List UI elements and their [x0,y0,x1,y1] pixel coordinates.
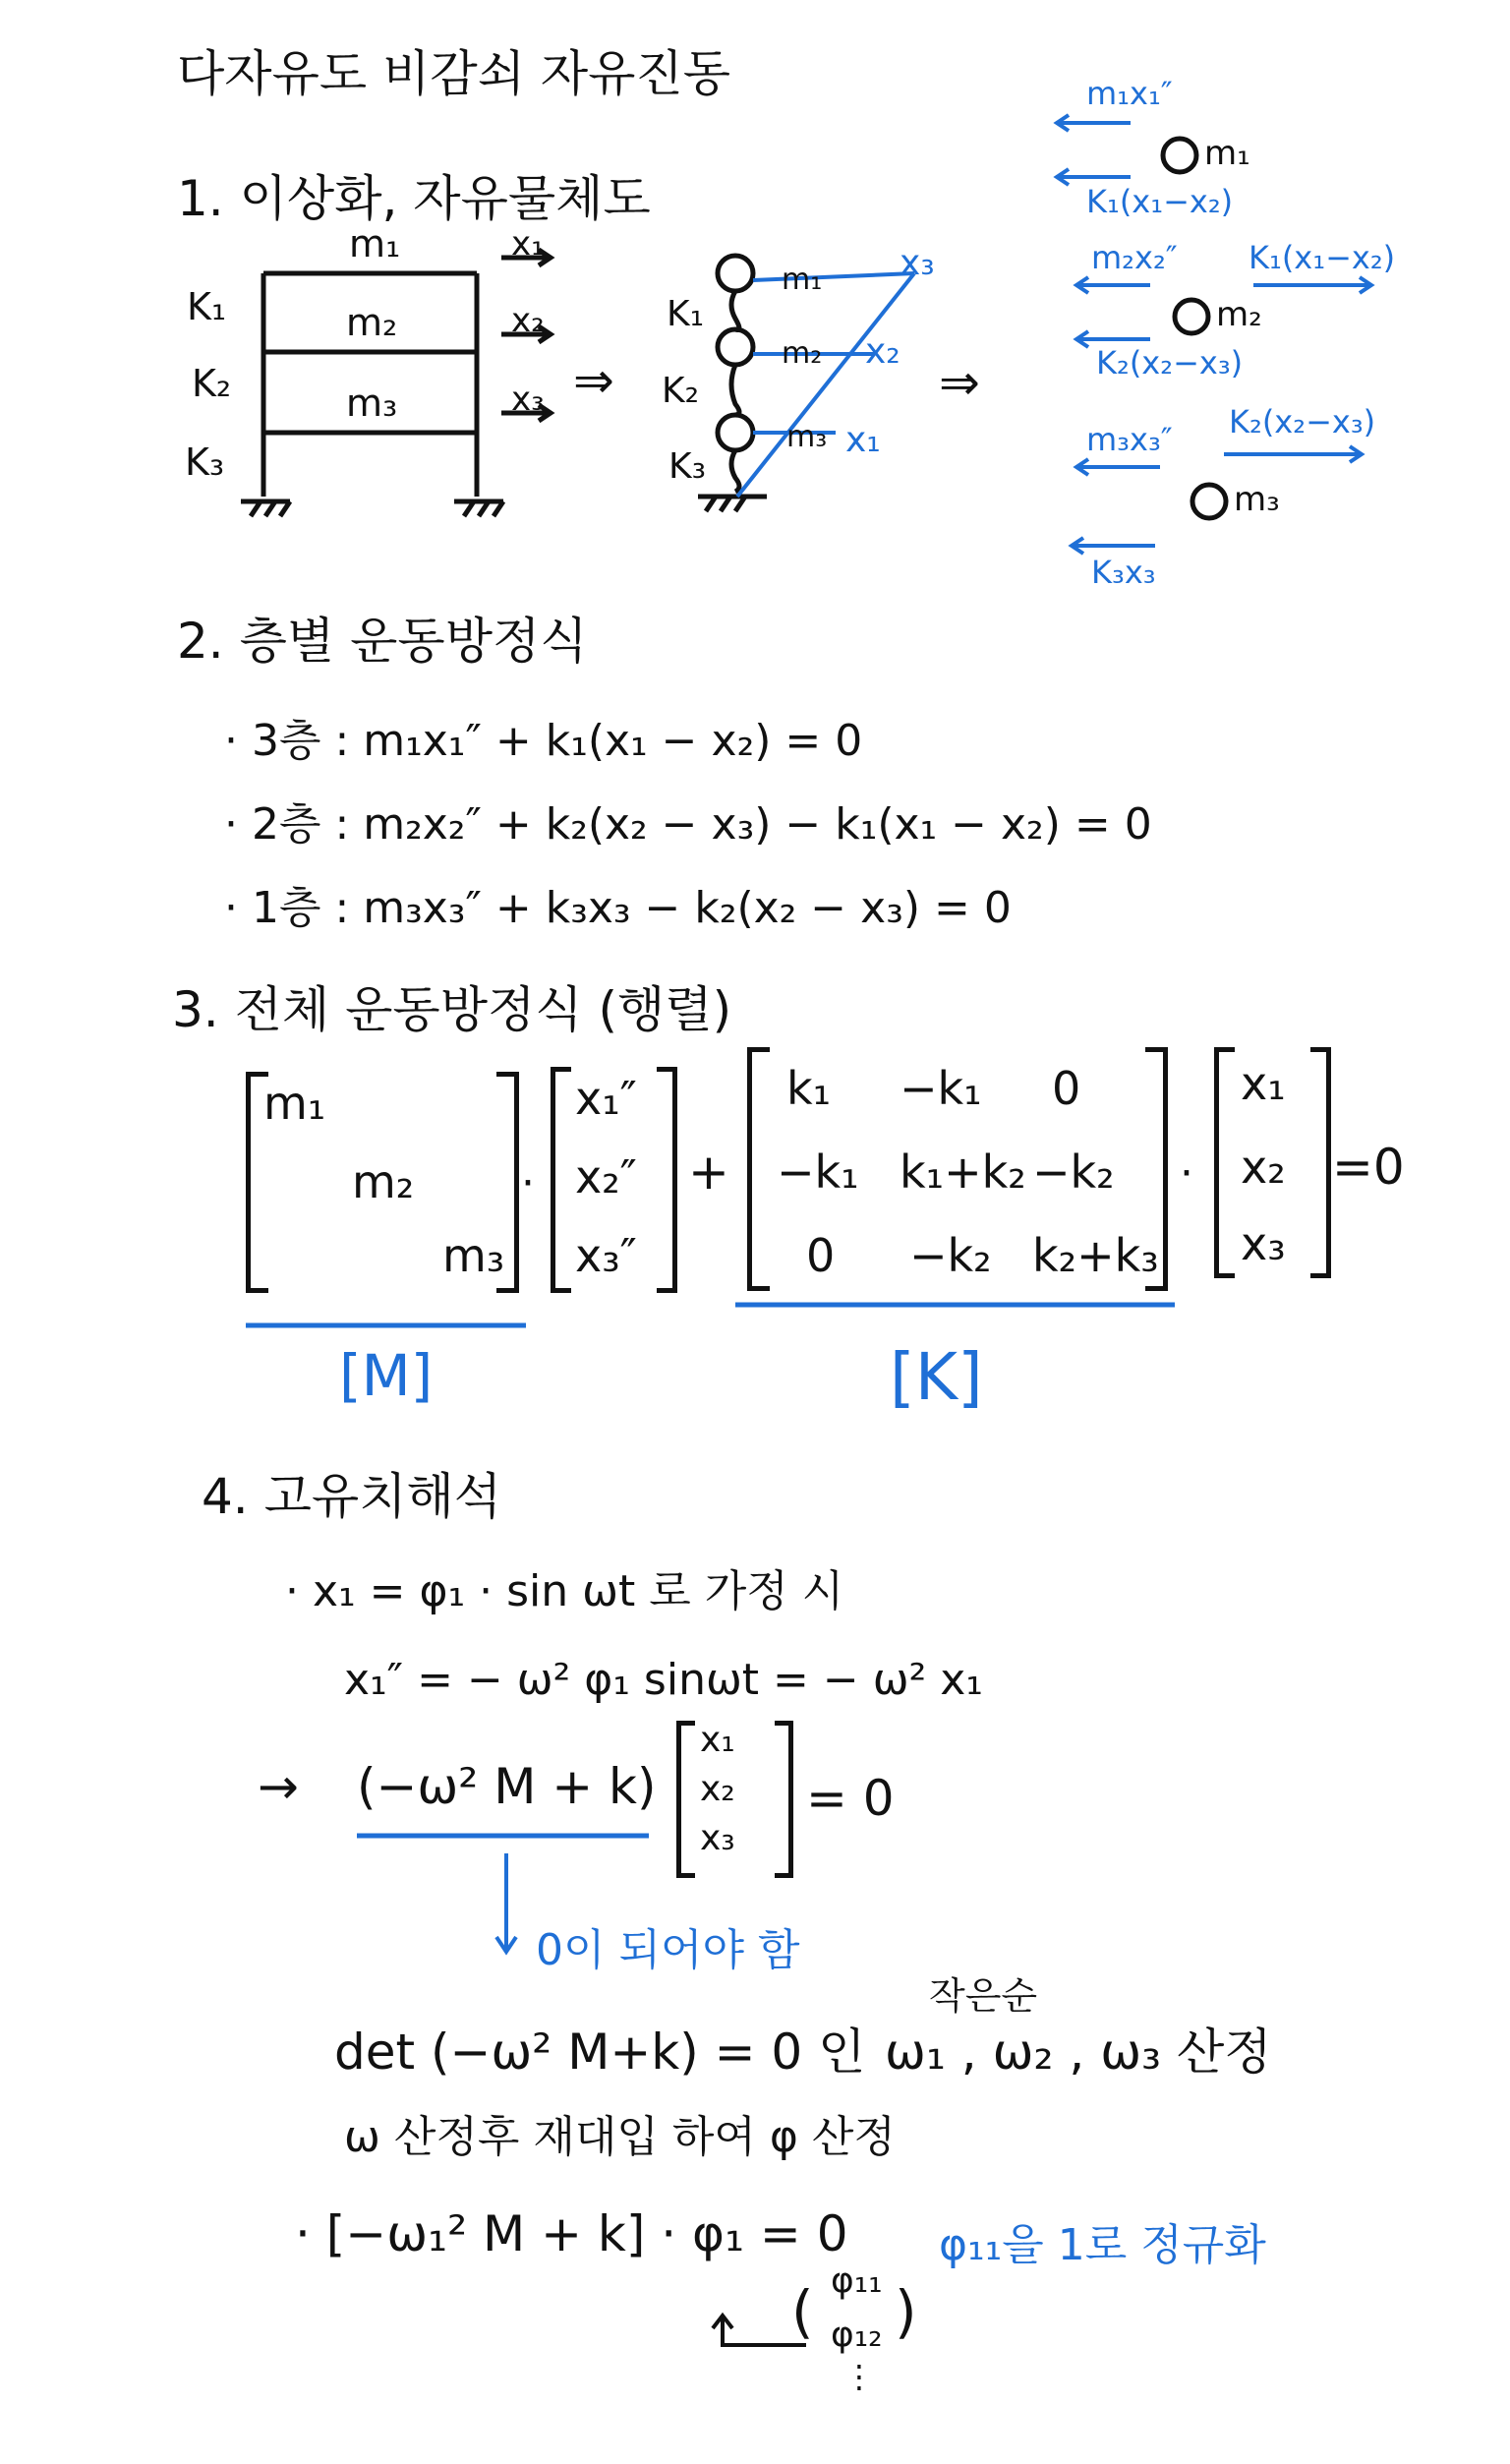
operator-expression: (−ω² M + k) [357,1758,657,1815]
K-entry-23: −k₂ [1032,1145,1115,1199]
phi-11: φ₁₁ [831,2260,883,2301]
phi-vec-open: ( [791,2278,814,2345]
K-entry-11: k₁ [786,1062,832,1115]
x-1: x₁ [1241,1057,1286,1110]
assumption-line: · x₁ = φ₁ · sin ωt 로 가정 시 [285,1566,844,1616]
fbd-m2-spring-down: K₂(x₂−x₃) [1096,344,1244,381]
K-entry-31: 0 [806,1229,836,1282]
xdd-bracket-right [657,1067,677,1293]
ascending-order-note: 작은순 [929,1974,1038,2018]
x-bracket-right [1310,1047,1331,1278]
vec-x1: x₁ [700,1720,735,1760]
implies-arrow: → [258,1758,299,1815]
plus-sign: + [688,1144,729,1201]
section-1-title: 1. 이상화, 자유물체도 [177,170,651,227]
frame-k3: K₃ [185,440,225,484]
model-k3: K₃ [668,446,707,487]
zero-arrow [496,1853,516,1952]
fbd-m2-label: m₂ [1216,295,1262,334]
model-x2: x₂ [865,331,900,372]
frame-m3: m₃ [346,381,398,425]
model-m1: m₁ [782,263,823,297]
M-label: [M] [339,1342,434,1409]
model-k1: K₁ [667,294,705,334]
equals-zero: =0 [1332,1139,1405,1196]
fbd-m2-inertia: m₂x₂″ [1091,239,1178,276]
fbd-m1-label: m₁ [1204,134,1250,173]
K-entry-33: k₂+k₃ [1032,1229,1159,1282]
K-entry-32: −k₂ [909,1229,992,1282]
model-x1: x₁ [845,420,881,460]
fbd-m3-inertia: m₃x₃″ [1086,421,1173,458]
K-entry-12: −k₁ [900,1062,982,1115]
mode-equation: · [−ω₁² M + k] · φ₁ = 0 [295,2205,848,2262]
omega-list: ω₁ , ω₂ , ω₃ 산정 [885,2024,1272,2081]
xdd-1: x₁″ [575,1072,637,1125]
K-entry-13: 0 [1052,1062,1081,1115]
substitute-line: ω 산정후 재대입 하여 φ 산정 [344,2112,896,2162]
derivative-line: x₁″ = − ω² φ₁ sinωt = − ω² x₁ [344,1655,983,1705]
x-2: x₂ [1241,1141,1286,1194]
vec-bracket-right [775,1721,793,1878]
frame-x3: x₃ [511,380,545,419]
determinant-equation: det (−ω² M+k) = 0 인 [334,2024,866,2081]
frame-m1: m₁ [349,222,401,265]
eq-floor-3: · 3층 : m₁x₁″ + k₁(x₁ − x₂) = 0 [224,716,863,766]
dot-1: · [521,1158,535,1208]
xdd-bracket-left [551,1067,571,1293]
zero-note: 0이 되어야 함 [536,1925,800,1975]
M-entry-33: m₃ [442,1229,505,1282]
x-bracket-left [1214,1047,1235,1278]
page-title: 다자유도 비감쇠 자유진동 [177,45,731,102]
model-m2: m₂ [782,336,823,371]
section-3-title: 3. 전체 운동방정식 (행렬) [172,981,732,1038]
frame-x2: x₂ [511,301,545,340]
vec-bracket-left [676,1721,695,1878]
K-entry-22: k₁+k₂ [900,1145,1026,1199]
frame-k2: K₂ [192,362,232,405]
M-entry-22: m₂ [352,1155,415,1208]
mode-shape-lines [737,273,914,497]
model-m3: m₃ [786,420,828,454]
M-entry-11: m₁ [263,1077,326,1130]
frame-x1: x₁ [511,224,545,264]
frame-k1: K₁ [187,285,227,328]
normalize-note: φ₁₁을 1로 정규화 [939,2220,1266,2270]
phi-vec-close: ) [895,2278,917,2345]
eq-floor-1: · 1층 : m₃x₃″ + k₃x₃ − k₂(x₂ − x₃) = 0 [224,883,1012,933]
fbd-m2-spring-up: K₁(x₁−x₂) [1249,239,1396,276]
xdd-3: x₃″ [575,1229,637,1282]
vec-x2: x₂ [700,1769,735,1809]
model-x3: x₃ [900,243,935,283]
phi-ellipsis: ⋮ [843,2358,875,2395]
arrow-to-fbd: ⇒ [939,354,980,411]
eq-floor-2: · 2층 : m₂x₂″ + k₂(x₂ − x₃) − k₁(x₁ − x₂) = 0 [224,799,1152,850]
x-3: x₃ [1241,1217,1286,1270]
fbd-m3-label: m₃ [1234,480,1280,519]
section-2-title: 2. 층별 운동방정식 [177,613,588,670]
arrow-to-model: ⇒ [573,352,614,409]
fbd-m1-inertia: m₁x₁″ [1086,75,1173,112]
frame-m2: m₂ [346,301,398,344]
section-4-title: 4. 고유치해석 [202,1468,502,1525]
xdd-2: x₂″ [575,1150,637,1203]
fbd-m3-spring-down: K₃x₃ [1091,554,1156,591]
K-bracket-left [747,1047,770,1291]
dot-2: · [1180,1148,1193,1199]
phi-12: φ₁₂ [831,2315,883,2355]
vec-x3: x₃ [700,1818,735,1858]
K-entry-21: −k₁ [777,1145,859,1199]
model-k2: K₂ [662,371,700,411]
fbd-m3-spring-up: K₂(x₂−x₃) [1229,403,1376,440]
K-label: [K] [890,1339,983,1415]
fbd-m1-spring: K₁(x₁−x₂) [1086,183,1234,220]
vec-equals-zero: = 0 [806,1770,895,1827]
